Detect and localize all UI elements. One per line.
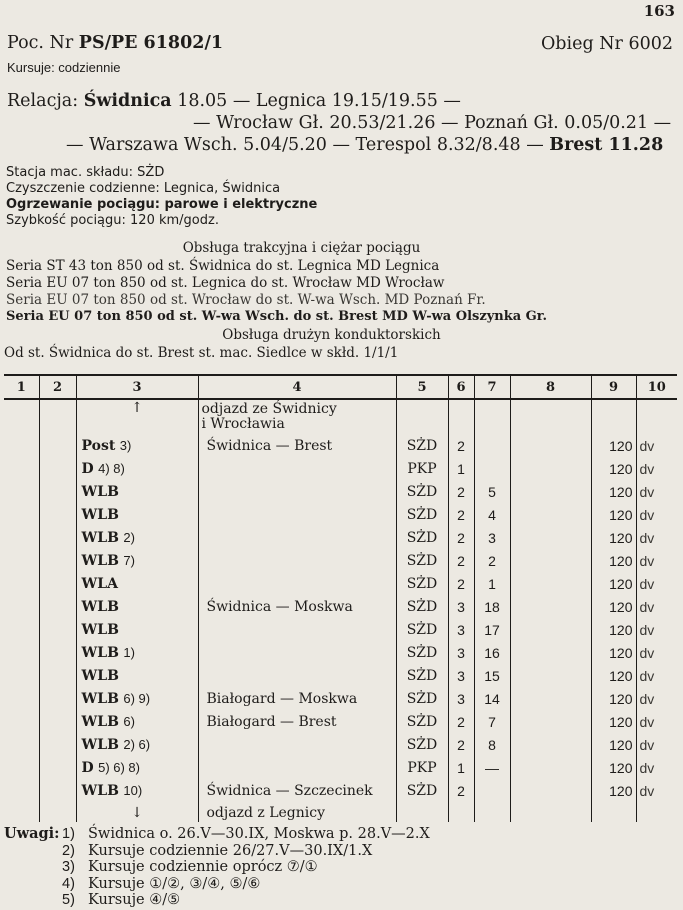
owner-cell: SŻD xyxy=(396,478,448,501)
car-cell: — xyxy=(474,754,510,777)
car-type-cell xyxy=(76,570,198,593)
car-type-cell xyxy=(76,547,198,570)
cls-cell: 2 xyxy=(448,432,474,455)
car-type-cell xyxy=(76,639,198,662)
up-arrow-icon: ↑ xyxy=(76,399,198,432)
empty-cell xyxy=(4,777,39,800)
empty-cell xyxy=(510,478,591,501)
top-note-line-1: odjazd ze Świdnicy xyxy=(201,401,337,417)
owner-cell: SŻD xyxy=(396,616,448,639)
car-type-cell xyxy=(76,731,198,754)
bottom-note: odjazd z Legnicy xyxy=(198,800,396,822)
speed-cell: 120 xyxy=(591,524,636,547)
empty-cell xyxy=(4,455,39,478)
composition-table xyxy=(4,374,677,822)
remarks-label: Uwagi: xyxy=(4,825,60,842)
empty-cell xyxy=(510,432,591,455)
empty-cell xyxy=(4,524,39,547)
owner-cell: SŻD xyxy=(396,662,448,685)
remark-item xyxy=(4,826,430,843)
empty-cell xyxy=(39,501,76,524)
car-cell: 1 xyxy=(474,570,510,593)
owner-cell: SŻD xyxy=(396,501,448,524)
footnote-refs: 6) xyxy=(123,714,135,729)
unit-cell: dv xyxy=(636,685,677,708)
empty-cell xyxy=(4,547,39,570)
column-header: 8 xyxy=(510,375,591,399)
speed-cell: 120 xyxy=(591,501,636,524)
unit-cell: dv xyxy=(636,455,677,478)
speed-cell: 120 xyxy=(591,478,636,501)
remark-number: 5) xyxy=(62,892,75,908)
train-number-heading xyxy=(7,33,223,53)
empty-cell xyxy=(4,800,39,822)
route-cell xyxy=(198,662,396,685)
table-row xyxy=(4,708,677,731)
speed-cell: 120 xyxy=(591,547,636,570)
empty-cell xyxy=(4,570,39,593)
car-cell xyxy=(474,777,510,800)
owner-cell: SŻD xyxy=(396,777,448,800)
car-cell: 17 xyxy=(474,616,510,639)
speed-info: Szybkość pociągu: 120 km/godz. xyxy=(6,213,219,228)
empty-cell xyxy=(4,754,39,777)
empty-cell xyxy=(474,800,510,822)
unit-cell: dv xyxy=(636,616,677,639)
car-type: WLB xyxy=(81,668,119,684)
empty-cell xyxy=(510,639,591,662)
empty-cell xyxy=(4,616,39,639)
runs-frequency: Kursuje: codziennie xyxy=(7,60,121,75)
footnote-refs: 10) xyxy=(123,783,143,798)
empty-cell xyxy=(4,708,39,731)
table-row xyxy=(4,731,677,754)
route-cell xyxy=(198,455,396,478)
route-cell xyxy=(198,731,396,754)
table-top-note-row xyxy=(4,399,677,432)
car-cell: 5 xyxy=(474,478,510,501)
table-row xyxy=(4,570,677,593)
car-type: WLB xyxy=(81,645,119,661)
footnote-refs: 2) xyxy=(123,530,135,545)
footnote-refs: 1) xyxy=(123,645,135,660)
column-header: 1 xyxy=(4,375,39,399)
remark-number: 2) xyxy=(62,842,75,859)
unit-cell: dv xyxy=(636,777,677,800)
empty-cell xyxy=(4,639,39,662)
footnote-refs: 4) 8) xyxy=(98,461,125,476)
unit-cell: dv xyxy=(636,547,677,570)
cls-cell: 2 xyxy=(448,524,474,547)
table-row xyxy=(4,547,677,570)
route-cell xyxy=(198,547,396,570)
empty-cell xyxy=(396,800,448,822)
car-type: WLB xyxy=(81,622,119,638)
empty-cell xyxy=(39,777,76,800)
owner-cell: SŻD xyxy=(396,547,448,570)
train-prefix: Poc. Nr xyxy=(7,33,79,53)
car-cell: 7 xyxy=(474,708,510,731)
remark-number: 1) xyxy=(62,826,75,842)
speed-cell: 120 xyxy=(591,731,636,754)
owner-cell: PKP xyxy=(396,455,448,478)
remark-number: 4) xyxy=(62,875,75,892)
remark-text: Świdnica o. 26.V—30.IX, Moskwa p. 28.V—2.X xyxy=(88,826,430,842)
empty-cell xyxy=(591,800,636,822)
table-row xyxy=(4,432,677,455)
column-header: 10 xyxy=(636,375,677,399)
conductors-line: Od st. Świdnica do st. Brest st. mac. Siedlce w skłd. 1/1/1 xyxy=(4,345,399,361)
speed-cell: 120 xyxy=(591,432,636,455)
column-header: 2 xyxy=(39,375,76,399)
car-cell: 4 xyxy=(474,501,510,524)
empty-cell xyxy=(510,777,591,800)
home-station: Stacja mac. składu: SŻD xyxy=(6,165,165,180)
remark-text: Kursuje ①/②, ③/④, ⑤/⑥ xyxy=(88,875,261,892)
empty-cell xyxy=(39,731,76,754)
empty-cell xyxy=(510,570,591,593)
owner-cell: SŻD xyxy=(396,432,448,455)
table-row xyxy=(4,662,677,685)
empty-cell xyxy=(4,478,39,501)
unit-cell: dv xyxy=(636,478,677,501)
car-type: WLB xyxy=(81,783,119,799)
unit-cell: dv xyxy=(636,432,677,455)
route-cell xyxy=(198,616,396,639)
unit-cell: dv xyxy=(636,731,677,754)
table-row xyxy=(4,593,677,616)
empty-cell xyxy=(39,616,76,639)
car-cell xyxy=(474,432,510,455)
empty-cell xyxy=(510,800,591,822)
heating-info: Ogrzewanie pociągu: parowe i elektryczne xyxy=(6,197,318,212)
empty-cell xyxy=(39,708,76,731)
empty-cell xyxy=(510,593,591,616)
remark-item xyxy=(4,859,430,876)
speed-cell: 120 xyxy=(591,639,636,662)
remark-text: Kursuje codziennie oprócz ⑦/① xyxy=(88,859,318,875)
cls-cell: 2 xyxy=(448,570,474,593)
owner-cell: SŻD xyxy=(396,731,448,754)
column-header: 4 xyxy=(198,375,396,399)
empty-cell xyxy=(4,685,39,708)
traction-line: Seria EU 07 ton 850 od st. W-wa Wsch. do st. Brest MD W-wa Olszynka Gr. xyxy=(6,309,547,324)
empty-cell xyxy=(39,662,76,685)
remark-number: 3) xyxy=(62,859,75,875)
route-cell: Świdnica — Szczecinek xyxy=(198,777,396,800)
car-type: WLB xyxy=(81,714,119,730)
empty-cell xyxy=(39,524,76,547)
footnote-refs: 2) 6) xyxy=(123,737,151,752)
owner-cell: SŻD xyxy=(396,708,448,731)
car-cell: 8 xyxy=(474,731,510,754)
car-type: WLB xyxy=(81,553,119,569)
speed-cell: 120 xyxy=(591,616,636,639)
traction-line: Seria ST 43 ton 850 od st. Świdnica do st. Legnica MD Legnica xyxy=(6,258,440,274)
cls-cell: 2 xyxy=(448,478,474,501)
route-cell xyxy=(198,501,396,524)
table-row xyxy=(4,754,677,777)
car-cell: 2 xyxy=(474,547,510,570)
route-cell xyxy=(198,478,396,501)
footnote-refs: 5) 6) 8) xyxy=(98,760,140,775)
empty-cell xyxy=(510,616,591,639)
relation-line-1 xyxy=(7,91,461,111)
remark-item xyxy=(4,843,430,860)
empty-cell xyxy=(448,800,474,822)
empty-cell xyxy=(4,432,39,455)
relation-line-3-text: — Warszawa Wsch. 5.04/5.20 — Terespol 8.32/8.48 — xyxy=(66,135,550,155)
traction-line: Seria EU 07 ton 850 od st. Wrocław do st. W-wa Wsch. MD Poznań Fr. xyxy=(6,292,486,308)
car-cell: 15 xyxy=(474,662,510,685)
owner-cell: SŻD xyxy=(396,685,448,708)
remark-item xyxy=(4,892,430,909)
empty-cell xyxy=(39,478,76,501)
conductors-heading: Obsługa drużyn konduktorskich xyxy=(222,327,441,343)
cleaning-info: Czyszczenie codzienne: Legnica, Świdnica xyxy=(6,181,281,196)
table-row xyxy=(4,478,677,501)
relation-destination: Brest 11.28 xyxy=(549,135,664,155)
cls-cell: 3 xyxy=(448,593,474,616)
speed-cell: 120 xyxy=(591,754,636,777)
empty-cell xyxy=(39,593,76,616)
unit-cell: dv xyxy=(636,501,677,524)
table-row xyxy=(4,685,677,708)
empty-cell xyxy=(39,800,76,822)
owner-cell: SŻD xyxy=(396,593,448,616)
footnote-refs: 3) xyxy=(119,438,132,453)
car-type-cell xyxy=(76,662,198,685)
car-type-cell xyxy=(76,593,198,616)
speed-cell: 120 xyxy=(591,593,636,616)
table-header-row xyxy=(4,375,677,399)
car-cell: 14 xyxy=(474,685,510,708)
speed-cell: 120 xyxy=(591,685,636,708)
route-cell xyxy=(198,570,396,593)
column-header: 9 xyxy=(591,375,636,399)
table-row xyxy=(4,524,677,547)
car-type-cell xyxy=(76,501,198,524)
empty-cell xyxy=(510,524,591,547)
unit-cell: dv xyxy=(636,708,677,731)
empty-cell xyxy=(39,754,76,777)
remark-text: Kursuje codziennie 26/27.V—30.IX/1.X xyxy=(88,842,373,859)
empty-cell xyxy=(39,547,76,570)
speed-cell: 120 xyxy=(591,662,636,685)
relation-origin: Świdnica xyxy=(83,91,172,111)
empty-cell xyxy=(4,593,39,616)
cls-cell: 3 xyxy=(448,685,474,708)
cls-cell: 3 xyxy=(448,662,474,685)
cls-cell: 2 xyxy=(448,708,474,731)
top-note xyxy=(198,399,396,432)
route-cell xyxy=(198,524,396,547)
empty-cell xyxy=(39,432,76,455)
table-row xyxy=(4,639,677,662)
empty-cell xyxy=(4,501,39,524)
remark-item xyxy=(4,876,430,893)
empty-cell xyxy=(510,547,591,570)
table-row xyxy=(4,455,677,478)
empty-cell xyxy=(510,662,591,685)
car-type: WLB xyxy=(81,507,119,523)
page-number: 163 xyxy=(643,2,675,20)
car-type-cell xyxy=(76,524,198,547)
relation-line-3 xyxy=(66,135,663,155)
remark-text: Kursuje ④/⑤ xyxy=(88,892,181,908)
table-row xyxy=(4,777,677,800)
car-type: WLB xyxy=(81,484,119,500)
car-cell: 3 xyxy=(474,524,510,547)
cls-cell: 2 xyxy=(448,731,474,754)
route-cell: Białogard — Moskwa xyxy=(198,685,396,708)
circulation-number: Obieg Nr 6002 xyxy=(540,34,673,54)
table-row xyxy=(4,501,677,524)
empty-cell xyxy=(39,570,76,593)
empty-cell xyxy=(510,708,591,731)
car-type-cell xyxy=(76,685,198,708)
remarks xyxy=(4,826,430,909)
unit-cell: dv xyxy=(636,593,677,616)
car-type: WLB xyxy=(81,599,119,615)
footnote-refs: 7) xyxy=(123,553,135,568)
empty-cell xyxy=(510,731,591,754)
car-type-cell xyxy=(76,455,198,478)
car-type: WLB xyxy=(81,530,119,546)
column-header: 6 xyxy=(448,375,474,399)
unit-cell: dv xyxy=(636,524,677,547)
owner-cell: SŻD xyxy=(396,524,448,547)
empty-cell xyxy=(39,639,76,662)
speed-cell: 120 xyxy=(591,570,636,593)
column-header: 5 xyxy=(396,375,448,399)
speed-cell: 120 xyxy=(591,455,636,478)
cls-cell: 2 xyxy=(448,777,474,800)
owner-cell: SŻD xyxy=(396,570,448,593)
empty-cell xyxy=(4,731,39,754)
column-header: 7 xyxy=(474,375,510,399)
speed-cell: 120 xyxy=(591,777,636,800)
relation-line-1-rest: 18.05 — Legnica 19.15/19.55 — xyxy=(171,91,461,111)
car-type-cell xyxy=(76,754,198,777)
empty-cell xyxy=(39,685,76,708)
train-number: PS/PE 61802/1 xyxy=(78,33,224,53)
empty-cell xyxy=(636,800,677,822)
traction-line: Seria EU 07 ton 850 od st. Legnica do st. Wrocław MD Wrocław xyxy=(6,275,445,291)
footnote-refs: 6) 9) xyxy=(123,691,151,706)
empty-cell xyxy=(510,685,591,708)
car-cell xyxy=(474,455,510,478)
cls-cell: 1 xyxy=(448,754,474,777)
car-type: WLB xyxy=(81,691,119,707)
car-type: D xyxy=(81,461,94,477)
car-type-cell xyxy=(76,708,198,731)
car-type: Post xyxy=(81,438,116,454)
top-note-line-2: i Wrocławia xyxy=(201,416,285,432)
column-header: 3 xyxy=(76,375,198,399)
car-type-cell xyxy=(76,616,198,639)
cls-cell: 3 xyxy=(448,639,474,662)
cls-cell: 2 xyxy=(448,547,474,570)
unit-cell: dv xyxy=(636,754,677,777)
table-row xyxy=(4,616,677,639)
unit-cell: dv xyxy=(636,639,677,662)
car-type: D xyxy=(81,760,94,776)
route-cell xyxy=(198,639,396,662)
route-cell: Białogard — Brest xyxy=(198,708,396,731)
route-cell: Świdnica — Moskwa xyxy=(198,593,396,616)
car-type: WLA xyxy=(81,576,118,592)
car-type-cell xyxy=(76,478,198,501)
cls-cell: 3 xyxy=(448,616,474,639)
cls-cell: 1 xyxy=(448,455,474,478)
car-cell: 18 xyxy=(474,593,510,616)
empty-cell xyxy=(39,455,76,478)
traction-heading: Obsługa trakcyjna i ciężar pociągu xyxy=(182,240,421,256)
empty-cell xyxy=(4,662,39,685)
cls-cell: 2 xyxy=(448,501,474,524)
car-type-cell xyxy=(76,777,198,800)
empty-cell xyxy=(510,754,591,777)
car-cell: 16 xyxy=(474,639,510,662)
car-type-cell xyxy=(76,432,198,455)
empty-cell xyxy=(510,501,591,524)
down-arrow-icon: ↓ xyxy=(76,800,198,822)
owner-cell: SŻD xyxy=(396,639,448,662)
speed-cell: 120 xyxy=(591,708,636,731)
car-type: WLB xyxy=(81,737,119,753)
route-cell: Świdnica — Brest xyxy=(198,432,396,455)
relation-label: Relacja: xyxy=(7,91,84,111)
table-bottom-note-row xyxy=(4,800,677,822)
route-cell xyxy=(198,754,396,777)
owner-cell: PKP xyxy=(396,754,448,777)
unit-cell: dv xyxy=(636,662,677,685)
unit-cell: dv xyxy=(636,570,677,593)
relation-line-2: — Wrocław Gł. 20.53/21.26 — Poznań Gł. 0.05/0.21 — xyxy=(193,113,672,133)
empty-cell xyxy=(510,455,591,478)
